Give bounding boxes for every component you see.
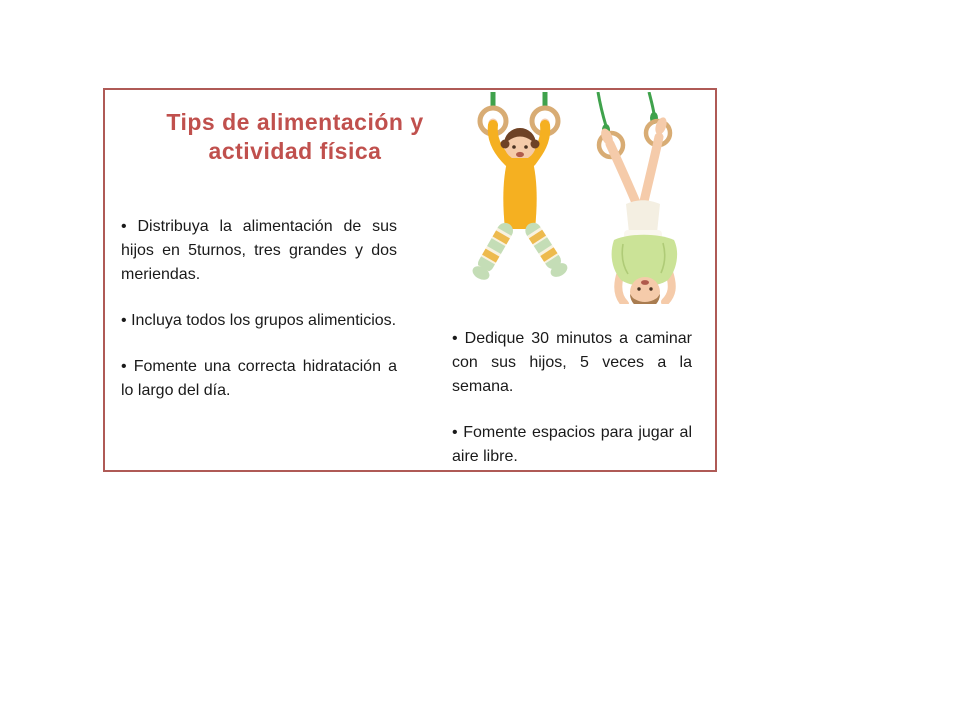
ring-rope-icon bbox=[649, 92, 654, 114]
girl-hair bbox=[501, 140, 510, 149]
bullet-glyph: • bbox=[452, 424, 458, 441]
bullet-glyph: • bbox=[121, 312, 127, 329]
girl-mouth bbox=[516, 152, 524, 157]
bullet-text: Fomente una correcta hidratación a lo largo del día. bbox=[121, 358, 397, 399]
children-rings-photo bbox=[463, 92, 705, 304]
girl-hair bbox=[531, 140, 540, 149]
card-title: Tips de alimentación y actividad física bbox=[166, 109, 424, 164]
bullet-item bbox=[121, 309, 397, 333]
bullet-item bbox=[452, 327, 692, 399]
bullet-text: Distribuya la alimentación de sus hijos en 5turnos, tres grandes y dos meriendas. bbox=[121, 218, 397, 283]
right-bullet-column bbox=[452, 327, 692, 469]
girl-on-rings bbox=[470, 92, 570, 283]
left-bullet-column bbox=[121, 215, 397, 403]
boy-leg bbox=[610, 144, 639, 210]
bullet-text: Fomente espacios para jugar al aire libre. bbox=[452, 424, 692, 465]
bullet-glyph: • bbox=[121, 358, 127, 375]
bullet-glyph: • bbox=[121, 218, 127, 235]
girl-leg-striped bbox=[475, 220, 516, 275]
boy-upside-down bbox=[598, 92, 677, 304]
bullet-item bbox=[452, 421, 692, 469]
boy-eye bbox=[649, 287, 652, 290]
boy-leg bbox=[642, 137, 659, 210]
girl-eye bbox=[524, 145, 528, 149]
bullet-text: Dedique 30 minutos a caminar con sus hijos, 5 veces a la semana. bbox=[452, 330, 692, 395]
bullet-item bbox=[121, 215, 397, 287]
bullet-text: Incluya todos los grupos alimenticios. bbox=[131, 312, 397, 329]
boy-eye bbox=[637, 287, 640, 290]
bullet-glyph: • bbox=[452, 330, 458, 347]
bullet-item bbox=[121, 355, 397, 403]
boy-mouth bbox=[641, 280, 649, 285]
ring-rope-icon bbox=[598, 92, 606, 126]
tips-card bbox=[103, 88, 717, 472]
girl-eye bbox=[512, 145, 516, 149]
girl-torso bbox=[503, 158, 536, 229]
